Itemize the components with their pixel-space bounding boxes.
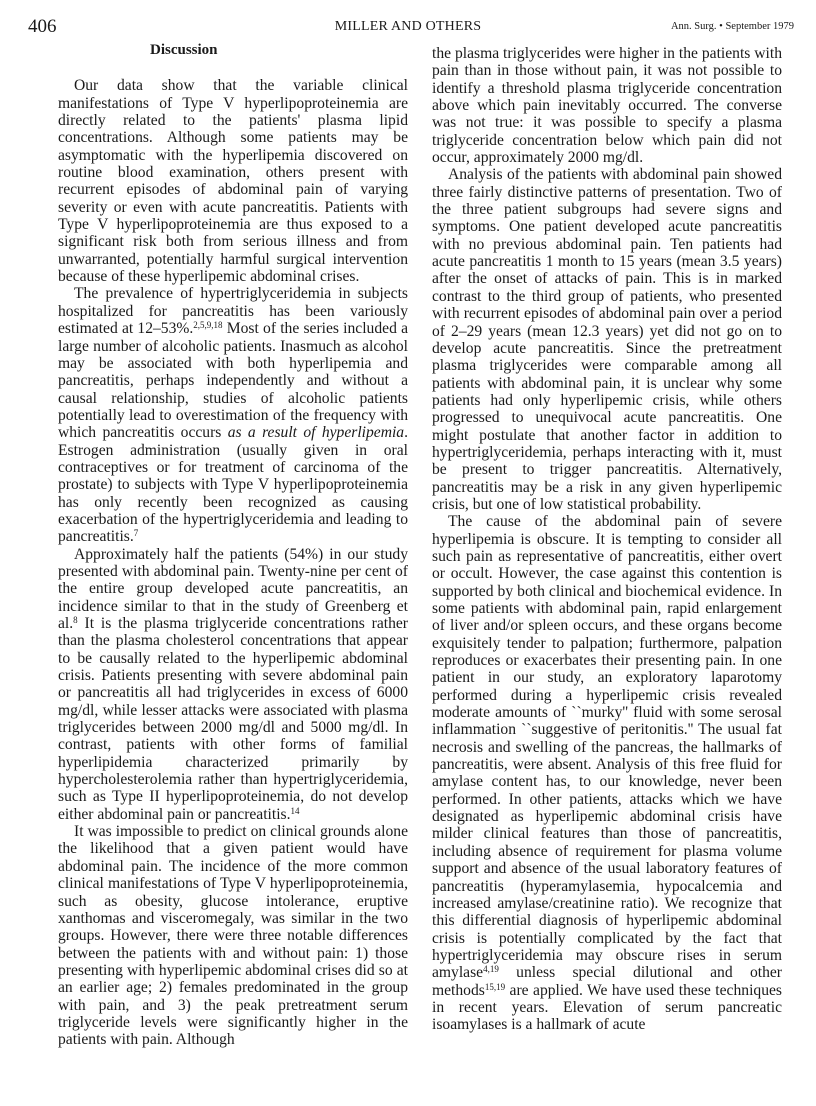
text-span: The prevalence of hypertriglyceridemia in subjects hospitalized for pancreatitis has been variously estimated at 12–53%.	[58, 285, 408, 338]
text-span: It is the plasma triglyceride concentrations rather than the plasma cholesterol concentrations that appear to be causally related to the hyperlipemic abdominal crisis. Patients presenting with severe abdominal pain or pancreatitis all had triglycerides in excess of 6000 mg/dl, while lesser attacks were associated with plasma triglycerides between 2000 mg/dl and 5000 mg/dl. In contrast, patients with other forms of familial hyperlipidemia characterized primarily by hypercholesterolemia rather than hypertriglyceridemia, such as Type II hyperlipoproteinemia, do not develop either abdominal pain or pancreatitis.	[58, 615, 408, 823]
journal-citation: Ann. Surg. • September 1979	[670, 21, 794, 32]
citation-ref: 7	[133, 528, 139, 539]
paragraph	[58, 546, 408, 824]
text-span: . Estrogen administration (usually given in oral contraceptives or for treatment of carcinoma of the prostate) to subjects with Type V hyperlipoproteinemia has only recently been recognized as causing exacerbation of the hypertriglyceridemia and leading to pancreatitis.	[58, 424, 409, 546]
citation-ref: 8	[73, 615, 78, 625]
paragraph: It was impossible to predict on clinical grounds alone the likelihood that a given patient would have abdominal pain. The incidence of the more common clinical manifestations of Type V hyperlipoproteinemia, such as obesity, glucose intolerance, eruptive xanthomas and visceromegaly, was similar in the two groups. However, there were three notable differences between the patients with and without pain: 1) those presenting with hyperlipemic abdominal crises did so at an earlier age; 2) females predominated in the group with pain, and 3) the peak pretreatment serum triglyceride levels were significantly higher in the patients with pain. Although	[58, 823, 408, 1049]
right-column	[432, 45, 782, 1034]
page-header	[0, 16, 816, 38]
text-span: Approximately half the patients (54%) in our study presented with abdominal pain. Twenty-nine per cent of the entire group developed acute pancreatitis, an incidence similar to that in the study of Greenberg et al.	[58, 545, 408, 632]
left-column	[58, 42, 408, 1049]
citation-ref: 4,19	[483, 964, 499, 975]
emphasis-text: as a result of hyperlipemia	[227, 424, 405, 442]
running-head: MILLER AND OTHERS	[334, 19, 482, 34]
text-span: The cause of the abdominal pain of severe hyperlipemia is obscure. It is tempting to consider all such pain as representative of pancreatitis, either overt or occult. However, the case against this contention is supported by both clinical and biochemical evidence. In some patients with abdominal pain, rapid enlargement of liver and/or spleen occurs, and these organs become exquisitely tender to palpation; furthermore, palpation reproduces or exacerbates their presenting pain. In one patient in our study, an exploratory laparotomy performed during a hyperlipemic crisis revealed moderate amounts of ``murky'' fluid with some serosal inflammation ``suggestive of peritonitis.'' The usual fat necrosis and swelling of the pancreas, the hallmarks of pancreatitis, were absent. Analysis of this free fluid for amylase content has, to our knowledge, never been performed. In other patients, attacks which we have designated as hyperlipemic abdominal crisis have milder clinical features than those of pancreatitis, including absence of requirement for plasma volume support and absence of the usual laboratory features of pancreatitis (hyperamylasemia, hypocalcemia and increased amylase/creatinine ratio). We recognize that this differential diagnosis of hyperlipemic abdominal crisis is potentially complicated by the fact that hypertriglyceridemia may obscure rises in serum amylase	[432, 513, 782, 982]
paragraph	[432, 513, 782, 1033]
paragraph: Analysis of the patients with abdominal pain showed three fairly distinctive patterns of presentation. Two of the three patient subgroups had severe signs and symptoms. One patient developed acute pancreatitis with no previous abdominal pain. Ten patients had acute pancreatitis 1 month to 15 years (mean 3.5 years) after the onset of attacks of pain. This is in marked contrast to the third group of patients, who presented with recurrent episodes of abdominal pain over a period of 2–29 years (mean 12.3 years) yet did not go on to develop acute pancreatitis. Since the pretreatment plasma triglycerides were comparable among all patients with abdominal pain, it is unclear why some patients had only hyperlipemic crisis, while others progressed to unequivocal acute pancreatitis. One might postulate that another factor in addition to hypertriglyceridemia, perhaps interacting with it, must be present to trigger pancreatitis. Alternatively, pancreatitis may be a risk in any given hyperlipemic crisis, but one of low statistical probability.	[432, 166, 782, 513]
text-span: Most of the series included a large number of alcoholic patients. Inasmuch as alcohol may be associated with both hyperlipemia and pancreatitis, perhaps independently and without a causal relationship, studies of alcoholic patients potentially lead to overestimation of the frequency with which pancreatitis occurs	[58, 320, 408, 442]
citation-ref: 14	[290, 805, 300, 816]
paragraph: Our data show that the variable clinical manifestations of Type V hyperlipoproteinemia are directly related to the patients' plasma lipid concentrations. Although some patients may be asymptomatic with the hyperlipemia discovered on routine blood examination, others present with recurrent episodes of abdominal pain of varying severity or even with acute pancreatitis. Patients with Type V hyperlipoproteinemia are thus exposed to a significant risk both from serious illness and from unwarranted, potentially harmful surgical intervention because of these hyperlipemic abdominal crises.	[58, 77, 408, 286]
paragraph-continued: the plasma triglycerides were higher in the patients with pain than in those without pain, it was not possible to identify a threshold plasma triglyceride concentration above which pain inevitably occurred. The converse was not true: it was possible to specify a plasma triglyceride concentration below which pain did not occur, approximately 2000 mg/dl.	[432, 45, 782, 167]
paragraph	[58, 285, 408, 545]
text-span: are applied. We have used these techniques in recent years. Elevation of serum pancreatic isoamylases is a hallmark of acute	[432, 981, 782, 1034]
page-number: 406	[28, 16, 57, 37]
citation-ref: 15,19	[484, 981, 506, 992]
text-span: unless special dilutional and other methods	[432, 964, 782, 999]
citation-ref: 2,5,9,18	[193, 320, 223, 331]
section-heading-discussion: Discussion	[150, 42, 218, 58]
